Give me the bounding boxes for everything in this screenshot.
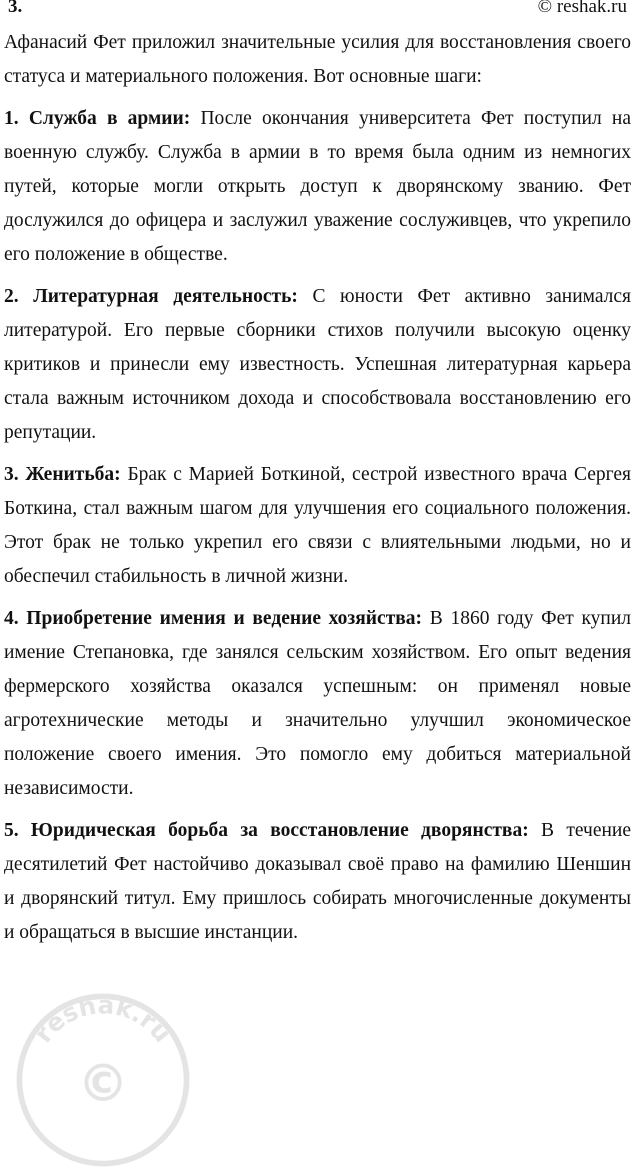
step-4-text: В 1860 году Фет купил имение Степановка, где занялся сельским хозяйством. Его опыт ведения фермерского хозяйства оказался успешным: он применял новые агротехнические методы и значительно улучшил экономическое положение своего имения. Это помогло ему добиться материальной независимости.: [4, 608, 632, 799]
step-1-title: 1. Служба в армии:: [4, 108, 191, 129]
step-1-text: После окончания университета Фет поступил на военную службу. Служба в армии в то время была одним из немногих путей, которые могли открыть доступ к дворянскому званию. Фет дослужился до офицера и заслужил уважение сослуживцев, что укрепило его положение в обществе.: [4, 108, 632, 265]
svg-text:©: ©: [77, 1053, 129, 1114]
step-2: [4, 280, 631, 450]
step-3: [4, 458, 631, 594]
watermark-text: reshak.ru: [28, 990, 178, 1048]
page-header: [4, 0, 631, 26]
site-credit: © reshak.ru: [537, 0, 627, 17]
step-1: [4, 102, 631, 272]
step-3-text: Брак с Марией Боткиной, сестрой известного врача Сергея Боткина, стал важным шагом для улучшения его социального положения. Этот брак не только укрепил его связи с влиятельными людьми, но и обеспечил стабильность в личной жизни.: [4, 464, 631, 587]
intro-paragraph: Афанасий Фет приложил значительные усилия для восстановления своего статуса и материального положения. Вот основные шаги:: [4, 32, 631, 87]
step-2-title: 2. Литературная деятельность:: [4, 286, 298, 307]
step-2-text: С юности Фет активно занимался литературой. Его первые сборники стихов получили высокую оценку критиков и принесли ему известность. Успешная литературная карьера стала важным источником дохода и способствовала восстановлению его репутации.: [4, 286, 632, 443]
step-3-title: 3. Женитьба:: [4, 464, 121, 485]
step-5-text: В течение десятилетий Фет настойчиво доказывал своё право на фамилию Шеншин и дворянский титул. Ему пришлось собирать многочисленные документы и обращаться в высшие инстанции.: [4, 820, 632, 943]
step-5: [4, 814, 631, 950]
task-number: 3.: [8, 0, 23, 17]
step-4: [4, 602, 631, 806]
step-4-title: 4. Приобретение имения и ведение хозяйства:: [4, 608, 423, 629]
step-5-title: 5. Юридическая борьба за восстановление дворянства:: [4, 820, 529, 841]
